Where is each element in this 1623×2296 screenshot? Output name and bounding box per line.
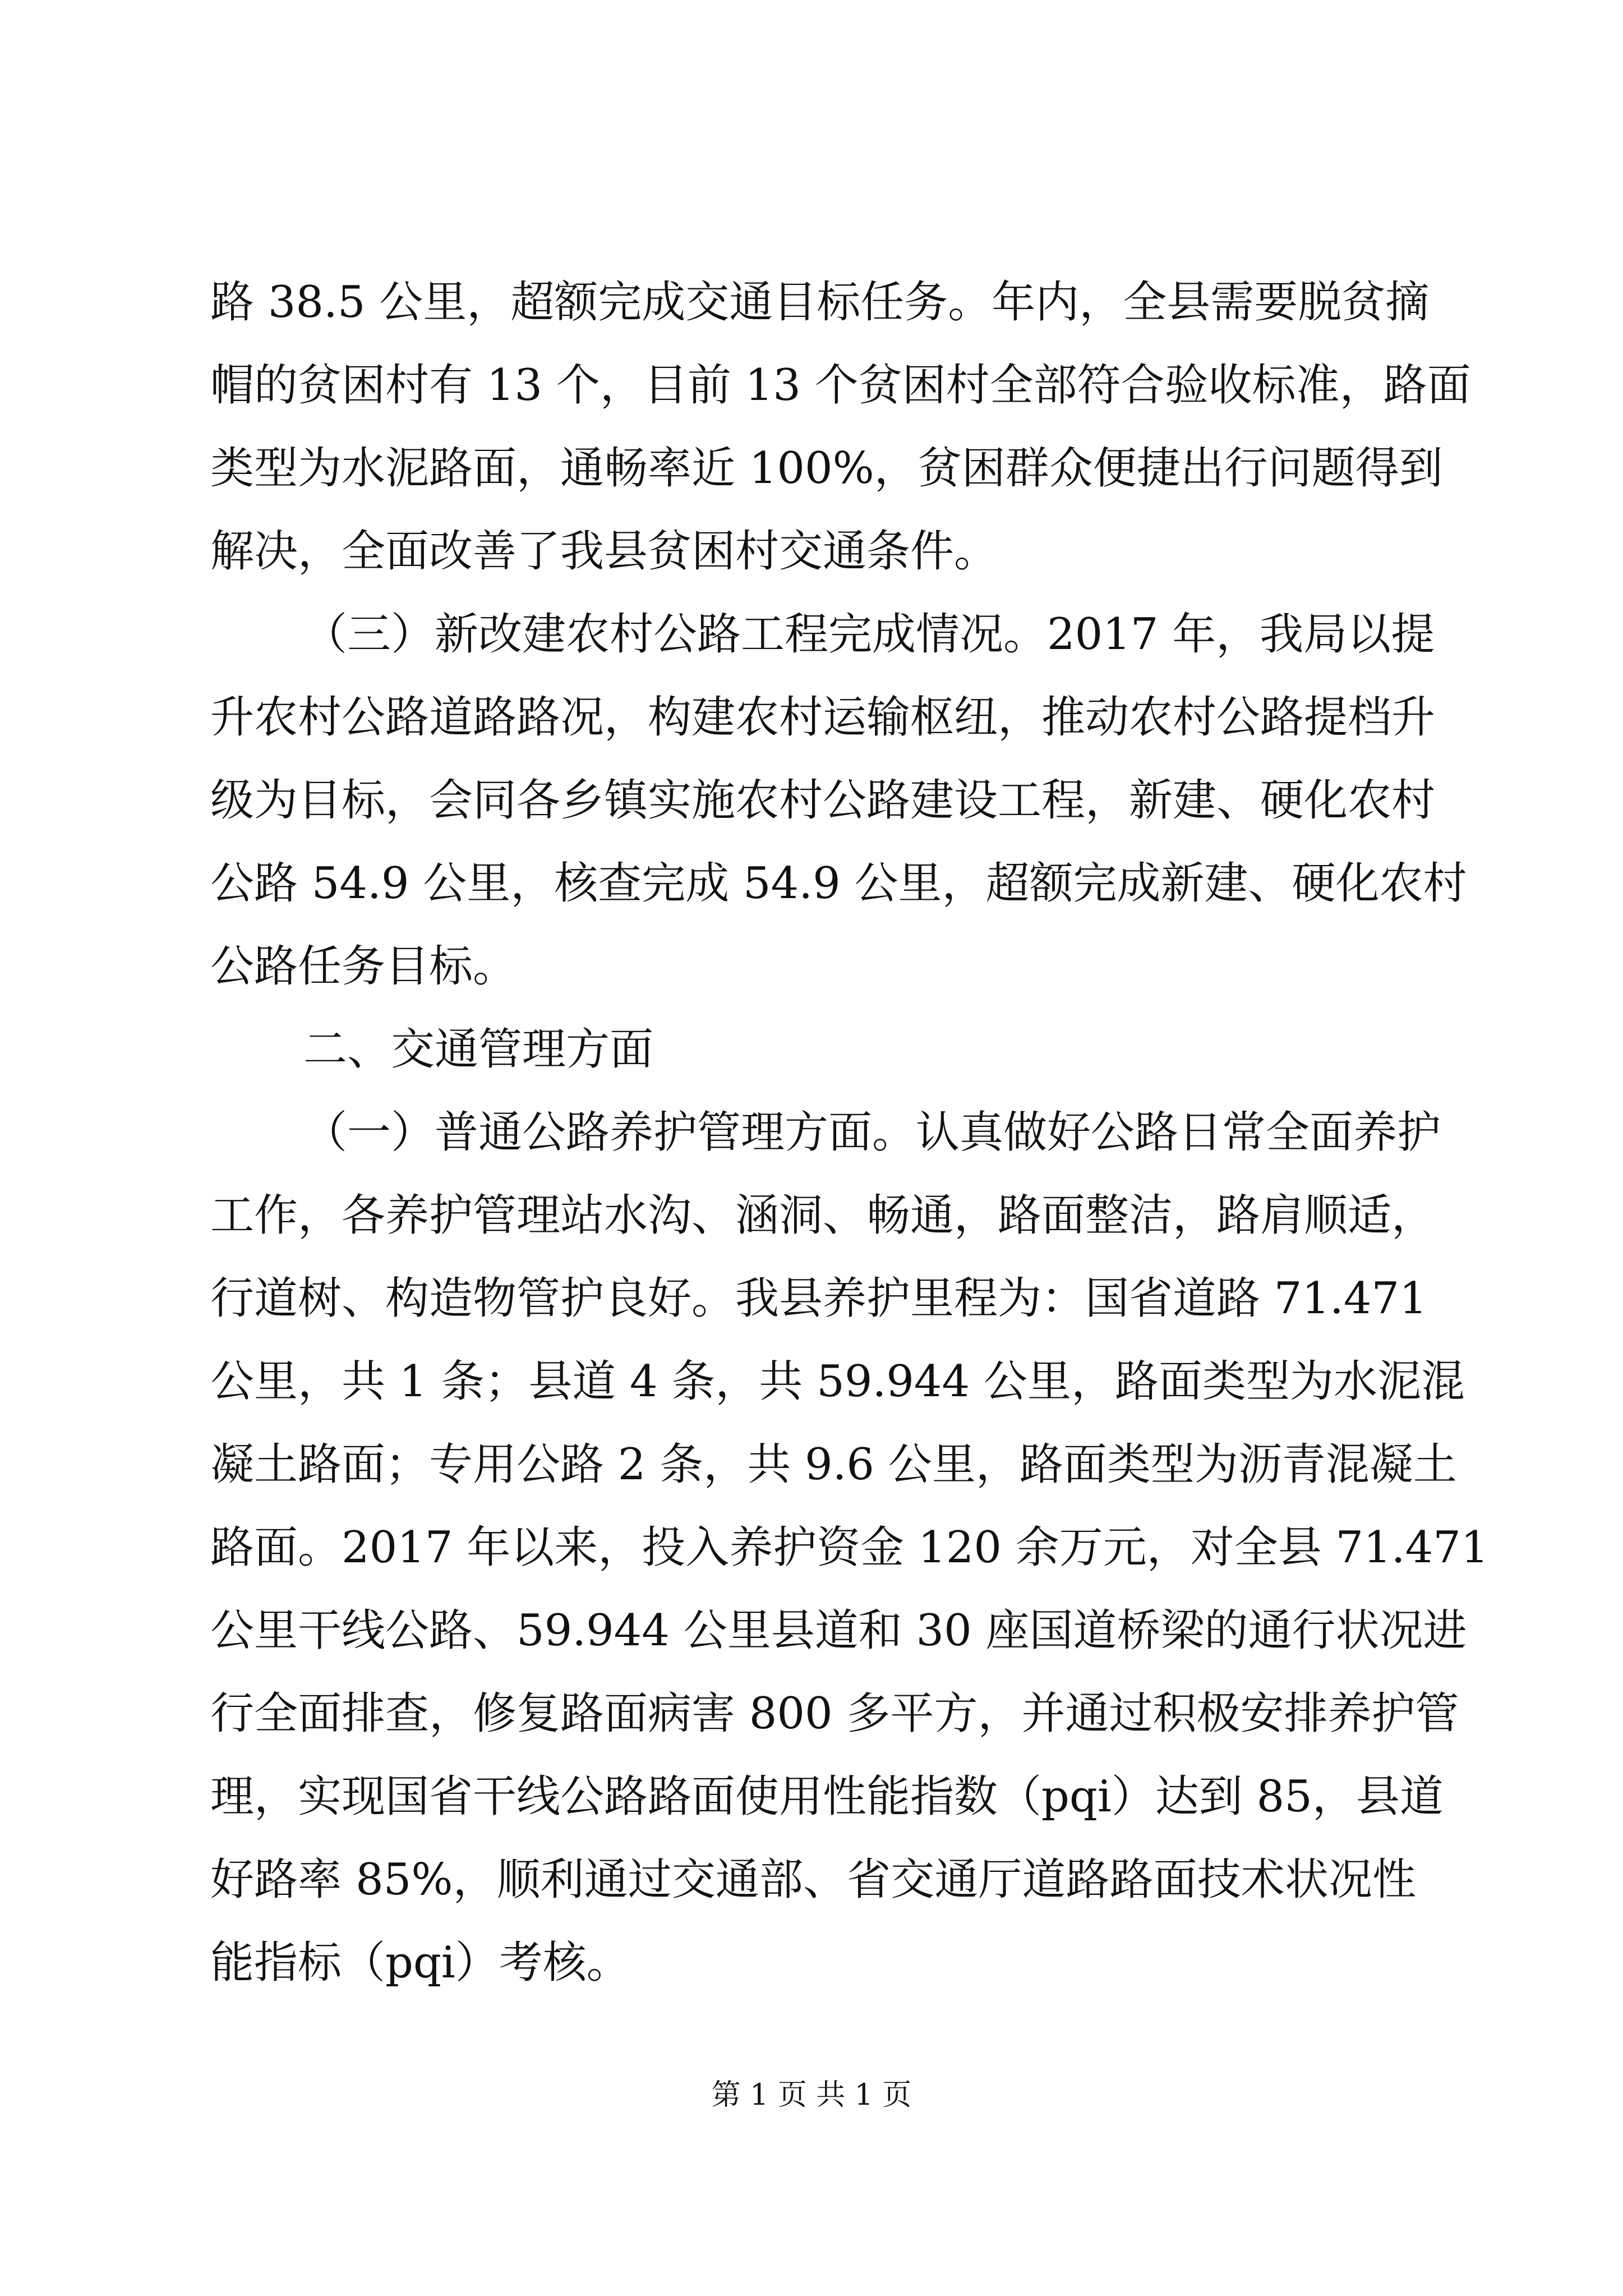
text-line: （三）新改建农村公路工程完成情况。2017 年，我局以提 [303, 609, 1435, 660]
page-footer: 第 1 页 共 1 页 [711, 2078, 912, 2112]
text-line: 升农村公路道路路况，构建农村运输枢纽，推动农村公路提档升 [210, 692, 1436, 743]
text-line: 公路 54.9 公里，核查完成 54.9 公里，超额完成新建、硬化农村 [210, 858, 1467, 909]
text-line: 行全面排查，修复路面病害 800 多平方，并通过积极安排养护管 [210, 1688, 1459, 1739]
text-line: 路面。2017 年以来，投入养护资金 120 余万元，对全县 71.471 [210, 1522, 1489, 1573]
document-body [210, 261, 1489, 2004]
text-line: 级为目标，会同各乡镇实施农村公路建设工程，新建、硬化农村 [210, 775, 1436, 826]
text-line: 类型为水泥路面，通畅率近 100%，贫困群众便捷出行问题得到 [210, 443, 1443, 494]
text-line: 帽的贫困村有 13 个，目前 13 个贫困村全部符合验收标准，路面 [210, 360, 1471, 411]
text-line: 凝土路面；专用公路 2 条，共 9.6 公里，路面类型为沥青混凝土 [210, 1439, 1457, 1490]
text-line: 解决，全面改善了我县贫困村交通条件。 [210, 526, 998, 577]
text-line: 二、交通管理方面 [303, 1024, 654, 1075]
text-line: 行道树、构造物管护良好。我县养护里程为：国省道路 71.471 [210, 1273, 1427, 1324]
text-line: 好路率 85%，顺利通过交通部、省交通厅道路路面技术状况性 [210, 1855, 1416, 1905]
text-line: 理，实现国省干线公路路面使用性能指数（pqi）达到 85，县道 [210, 1772, 1444, 1822]
text-line: 路 38.5 公里，超额完成交通目标任务。年内，全县需要脱贫摘 [210, 277, 1430, 328]
text-line: （一）普通公路养护管理方面。认真做好公路日常全面养护 [303, 1107, 1441, 1158]
text-line: 能指标（pqi）考核。 [210, 1938, 630, 1988]
text-line: 公里干线公路、59.944 公里县道和 30 座国道桥梁的通行状况进 [210, 1605, 1467, 1656]
text-line: 公路任务目标。 [210, 941, 517, 992]
text-line: 公里，共 1 条；县道 4 条，共 59.944 公里，路面类型为水泥混 [210, 1356, 1465, 1407]
text-line: 工作，各养护管理站水沟、涵洞、畅通，路面整洁，路肩顺适， [210, 1190, 1436, 1241]
